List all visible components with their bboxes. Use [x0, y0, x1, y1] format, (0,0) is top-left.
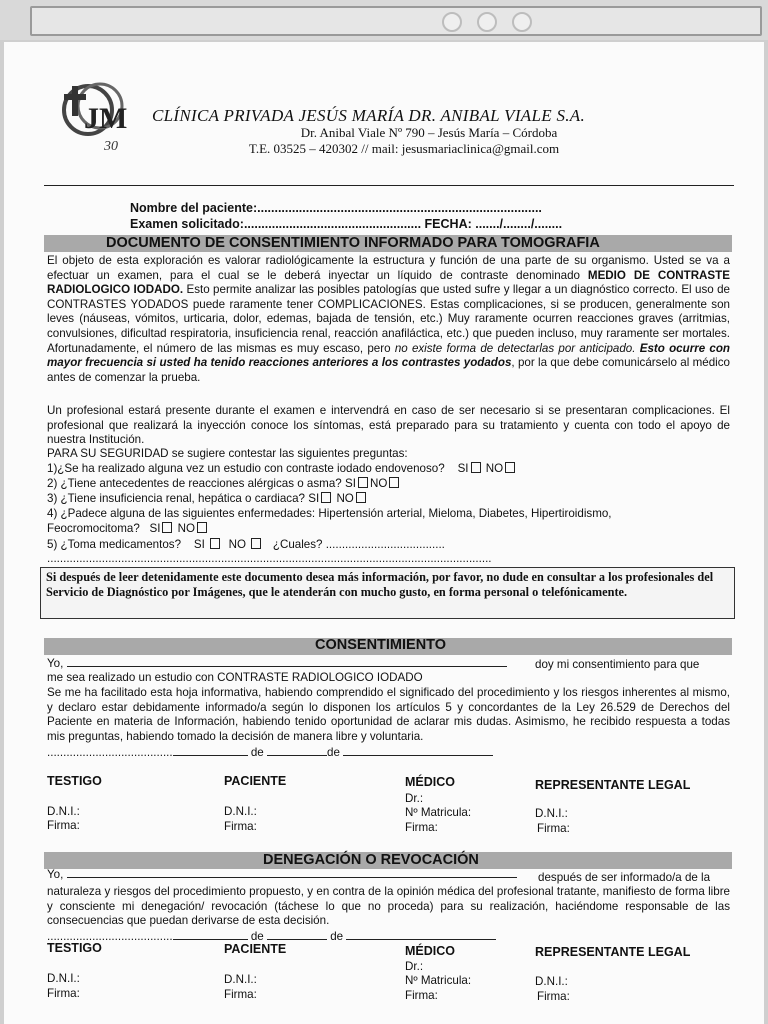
- intro-text-f: , por la que debe comunicárselo al médico antes de comenzar la prueba.: [47, 356, 730, 384]
- patient-name-label: Nombre del paciente:: [130, 201, 258, 215]
- intro-text-bold-italic: Esto ocurre con mayor frecuencia si usted ha tenido reacciones anteriores a los contrastes yodados: [47, 341, 731, 370]
- revocation-place-field[interactable]: .......................................: [47, 930, 173, 943]
- question-1-text: 1)¿Se ha realizado alguna vez un estudio con contraste iodado endovenoso?: [47, 462, 445, 475]
- no-checkbox[interactable]: [356, 492, 366, 503]
- question-4-cont: [47, 522, 209, 535]
- consent-place-field[interactable]: .......................................: [47, 746, 173, 759]
- binder-ring: [512, 12, 532, 32]
- witness-dni-field[interactable]: D.N.I.:: [47, 805, 80, 818]
- patient-dni-field[interactable]: D.N.I.:: [224, 973, 257, 986]
- revocation-month-field[interactable]: [267, 939, 327, 940]
- si-label: SI: [308, 492, 320, 505]
- consent-body: Se me ha facilitado esta hoja informativa, habiendo comprendido el significado del procedimiento y los riesgos inherentes al mismo, y declaro estar debidamente informado/a según lo disponen los artículos 5 y concordantes de la Ley 26.529 de Derechos del Paciente en materia de Información, habiendo tenido oportunidad de aclarar mis dudas. Asimismo, he recibido respuesta a todas mis preguntas, habiendo tomado la decisión de manera libre y voluntaria.: [47, 686, 730, 743]
- consent-line1-end: doy mi consentimiento para que: [535, 658, 700, 671]
- question-2: [47, 477, 401, 490]
- no-checkbox[interactable]: [197, 522, 207, 533]
- consent-date-row: [47, 746, 493, 759]
- question-3: [47, 492, 368, 505]
- revocation-day-field[interactable]: [173, 939, 248, 940]
- si-checkbox[interactable]: [471, 462, 481, 473]
- header-divider: [44, 185, 734, 186]
- no-checkbox[interactable]: [389, 477, 399, 488]
- revocation-body: naturaleza y riesgos del procedimiento propuesto, y en contra de la opinión médica del profesional tratante, manifiesto de forma libre y consciente mi denegación/ revocación (táchese lo que no proceda) para su realización, haciéndome responsable de las consecuencias que puedan derivarse de esta decisión.: [47, 885, 730, 928]
- dotted-line[interactable]: ..........................................................................................................................................: [47, 552, 492, 565]
- info-box-text: Si después de leer detenidamente este documento desea más información, por favor, no dude en consultar a los profesionales del Servicio de Diagnóstico por Imágenes, que le atenderán con mucho gusto, en forma personal o telefónicamente.: [46, 570, 714, 600]
- exam-field[interactable]: ...................................................: [243, 217, 422, 231]
- rep-signature-field[interactable]: Firma:: [537, 822, 570, 835]
- consent-month-field[interactable]: [267, 755, 327, 756]
- no-label: NO: [369, 477, 388, 490]
- date-field[interactable]: ......./......../........: [475, 217, 563, 231]
- safety-paragraph: PARA SU SEGURIDAD se sugiere contestar las siguientes preguntas:: [47, 447, 408, 460]
- date-label: FECHA:: [424, 217, 472, 231]
- witness-heading: TESTIGO: [47, 774, 102, 788]
- si-label: SI: [457, 462, 469, 475]
- intro-paragraph: [47, 254, 730, 385]
- doctor-signature-field[interactable]: Firma:: [405, 821, 438, 834]
- si-checkbox[interactable]: [321, 492, 331, 503]
- revocation-title: DENEGACIÓN O REVOCACIÓN: [263, 852, 479, 868]
- question-4-text-cont: Feocromocitoma?: [47, 522, 140, 535]
- consent-yo-row: [47, 657, 507, 670]
- doctor-license-field[interactable]: Nº Matricula:: [405, 974, 472, 987]
- exam-row: [130, 217, 562, 231]
- doctor-signature-field[interactable]: Firma:: [405, 989, 438, 1002]
- revocation-year-field[interactable]: [346, 939, 496, 940]
- legal-rep-heading: REPRESENTANTE LEGAL: [535, 945, 691, 959]
- medications-field[interactable]: ¿Cuales? .....................................: [272, 538, 445, 551]
- binder-ring: [442, 12, 462, 32]
- consent-day-field[interactable]: [173, 755, 248, 756]
- question-1: [47, 462, 517, 475]
- professional-paragraph: Un profesional estará presente durante el examen e intervendrá en caso de ser necesario si se presentaran complicaciones. El profesional que realizará la inyección conoce los síntomas, está preparado para su tratamiento y cuenta con todo el apoyo de nuestra Institución.: [47, 404, 730, 447]
- no-label: NO: [228, 538, 246, 551]
- witness-dni-field[interactable]: D.N.I.:: [47, 972, 80, 985]
- question-4: [47, 507, 612, 520]
- document-title: DOCUMENTO DE CONSENTIMIENTO INFORMADO PARA TOMOGRAFIA: [106, 235, 600, 251]
- si-checkbox[interactable]: [210, 538, 220, 549]
- logo-number: 30: [104, 139, 118, 154]
- consent-name-field[interactable]: [67, 666, 507, 667]
- question-4-text: 4) ¿Padece alguna de las siguientes enfermedades: Hipertensión arterial, Mieloma, Diabetes, Hipertiroidismo,: [47, 507, 612, 520]
- no-label: NO: [336, 492, 354, 505]
- de-label: de: [330, 930, 344, 943]
- revocation-yo-label: Yo,: [47, 868, 64, 881]
- witness-heading: TESTIGO: [47, 941, 102, 955]
- revocation-yo-row: [47, 868, 517, 881]
- intro-text-c: Esto permite analizar las posibles patologías que usted sufre y llegar a un diagnóstico correcto. El uso de CONTRASTES YODADOS puede raramente tener COMPLICACIONES. Estas complicaciones, si se producen, generalmente son leves (náuseas, vómitos, urticaria, dolor, edemas, bajada de tensión, etc.) Muy raramente ocurren reacciones graves (arritmias, convulsiones, dificultad respiratoria, insuficiencia renal, reacción anafiláctica, etc.) que pueden incluso, muy raramente ser mortales. Afortunadamente, el número de las mismas es muy escaso, pero: [47, 283, 730, 355]
- rep-signature-field[interactable]: Firma:: [537, 990, 570, 1003]
- patient-name-row: [130, 201, 542, 215]
- intro-text-contrast: MEDIO DE CONTRASTE RADIOLOGICO IODADO.: [47, 268, 730, 297]
- intro-text-italic: no existe forma de detectarlas por anticipado.: [394, 341, 636, 355]
- witness-signature-field[interactable]: Firma:: [47, 987, 80, 1000]
- clinic-address: Dr. Anibal Viale Nº 790 – Jesús María – Córdoba: [300, 125, 558, 140]
- patient-signature-field[interactable]: Firma:: [224, 988, 257, 1001]
- patient-signature-field[interactable]: Firma:: [224, 820, 257, 833]
- de-label: de: [250, 746, 264, 759]
- clinic-contact: T.E. 03525 – 420302 // mail: jesusmariaclinica@gmail.com: [248, 141, 560, 156]
- patient-heading: PACIENTE: [224, 774, 287, 788]
- revocation-name-field[interactable]: [67, 877, 517, 878]
- exam-label: Examen solicitado:: [130, 217, 244, 231]
- rep-dni-field[interactable]: D.N.I.:: [535, 807, 568, 820]
- consent-line2: me sea realizado un estudio con CONTRASTE RADIOLOGICO IODADO: [47, 671, 423, 684]
- si-checkbox[interactable]: [162, 522, 172, 533]
- patient-dni-field[interactable]: D.N.I.:: [224, 805, 257, 818]
- no-label: NO: [485, 462, 504, 475]
- legal-rep-heading: REPRESENTANTE LEGAL: [535, 778, 691, 792]
- binder-bar: [30, 6, 762, 36]
- no-checkbox[interactable]: [505, 462, 515, 473]
- doctor-heading: MÉDICO: [405, 775, 455, 789]
- question-5: [47, 538, 445, 551]
- doctor-name-field[interactable]: Dr.:: [405, 792, 424, 805]
- intro-text-a: El objeto de esta exploración es valorar radiológicamente la estructura y función de una parte de su organismo. Usted se va a efectuar un examen, para el cual se le deberá inyectar un líquido de contraste denominado: [47, 254, 730, 282]
- consent-year-field[interactable]: [343, 755, 493, 756]
- de-label: de: [250, 930, 264, 943]
- question-3-text: 3) ¿Tiene insuficiencia renal, hepática o cardiaca?: [47, 492, 305, 505]
- patient-name-field[interactable]: ..................................................................................: [257, 201, 542, 215]
- logo-letters: JM: [84, 102, 128, 135]
- consent-yo-label: Yo,: [47, 657, 64, 670]
- no-checkbox[interactable]: [251, 538, 261, 549]
- de-label: de: [327, 746, 340, 759]
- question-2-text: 2) ¿Tiene antecedentes de reacciones alérgicas o asma?: [47, 477, 342, 490]
- consent-title: CONSENTIMIENTO: [315, 637, 447, 653]
- rep-dni-field[interactable]: D.N.I.:: [535, 975, 568, 988]
- witness-signature-field[interactable]: Firma:: [47, 819, 80, 832]
- si-label: SI: [149, 522, 161, 535]
- no-label: NO: [177, 522, 196, 535]
- si-label: SI: [193, 538, 205, 551]
- revocation-line1-end: después de ser informado/a de la: [538, 871, 711, 884]
- si-label: SI: [344, 477, 356, 490]
- patient-heading: PACIENTE: [224, 942, 287, 956]
- doctor-name-field[interactable]: Dr.:: [405, 960, 424, 973]
- binder-ring: [477, 12, 497, 32]
- si-checkbox[interactable]: [358, 477, 368, 488]
- doctor-license-field[interactable]: Nº Matricula:: [405, 806, 472, 819]
- question-5-text: 5) ¿Toma medicamentos?: [47, 538, 182, 551]
- doctor-heading: MÉDICO: [405, 944, 455, 958]
- clinic-name: CLÍNICA PRIVADA JESÚS MARÍA DR. ANIBAL VIALE S.A.: [152, 106, 586, 125]
